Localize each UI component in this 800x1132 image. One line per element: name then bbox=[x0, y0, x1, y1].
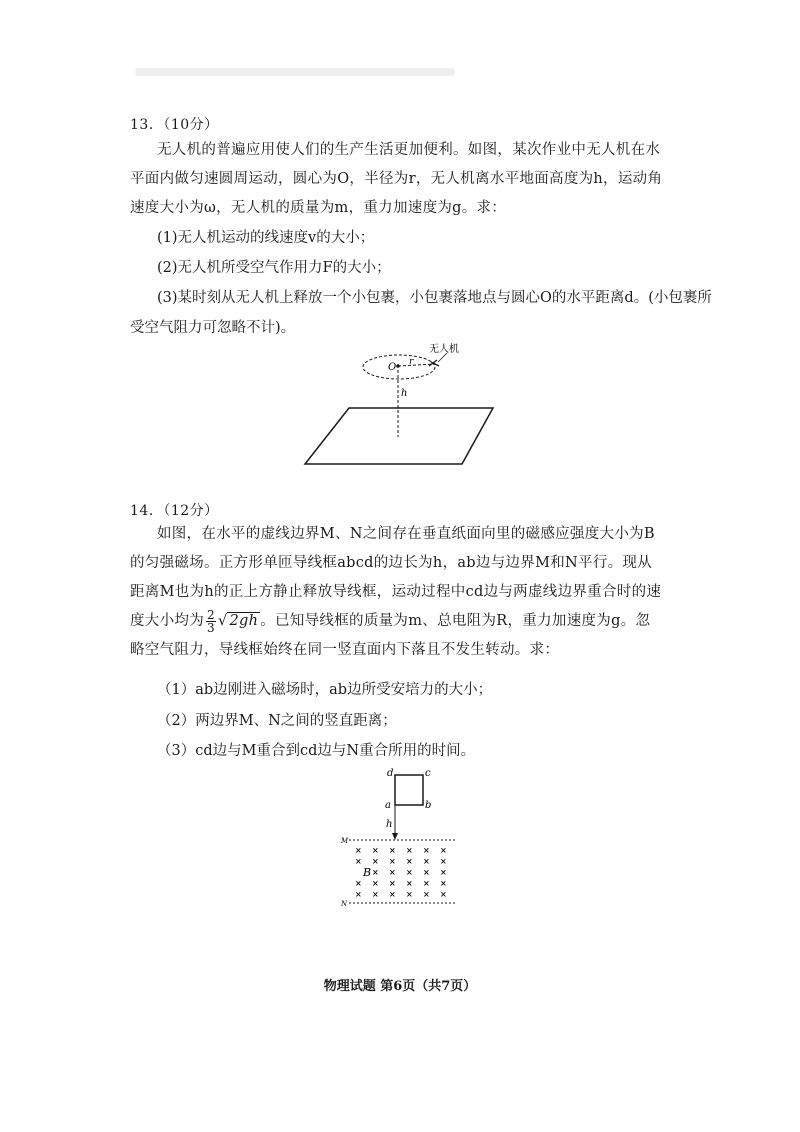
scan-smudge bbox=[135, 68, 455, 76]
q14-intro-b: 。已知导线框的质量为m、总电阻为R，重力加速度为g。忽略空气阻力，导线框始终在同一竖直面内下落且不发生转动。求： bbox=[130, 613, 651, 658]
height-label: h bbox=[401, 388, 408, 399]
field-cross: × bbox=[372, 878, 379, 888]
field-cross: × bbox=[355, 856, 362, 866]
field-cross: × bbox=[440, 867, 447, 877]
field-cross: × bbox=[355, 889, 362, 899]
boundary-m-label: M bbox=[341, 837, 349, 845]
q14-item-2: （2）两边界M、N之间的竖直距离； bbox=[157, 713, 397, 729]
field-cross: × bbox=[406, 867, 413, 877]
field-cross: × bbox=[423, 878, 430, 888]
field-cross: × bbox=[372, 889, 379, 899]
q14-intro bbox=[130, 520, 665, 665]
page-footer: 物理试题 第6页（共7页） bbox=[323, 979, 477, 994]
q14-header: 14．（12分） bbox=[130, 503, 219, 519]
q13-item-3: (3)某时刻从无人机上释放一个小包裹，小包裹落地点与圆心O的水平距离d。(小包裹所 bbox=[157, 290, 712, 306]
field-cross: × bbox=[440, 878, 447, 888]
corner-c: c bbox=[425, 768, 431, 779]
q14-item-3: （3）cd边与M重合到cd边与N重合所用的时间。 bbox=[157, 743, 476, 759]
fraction-numerator: 2 bbox=[207, 607, 215, 622]
field-cross: × bbox=[389, 867, 396, 877]
radius-label: r bbox=[409, 357, 414, 367]
drone-label: 无人机 bbox=[429, 344, 459, 355]
corner-d: d bbox=[387, 768, 394, 779]
q14-sqrt: √ 2gh bbox=[217, 613, 259, 629]
field-cross: × bbox=[440, 889, 447, 899]
q14-intro-a: 如图，在水平的虚线边界M、N之间存在垂直纸面向里的磁感应强度大小为B的匀强磁场。正方形单匝导线框abcd的边长为h，ab边与边界M和N平行。现从距离M也为h的正上方静止释放导线框，运动过程中cd边与两虚线边界重合时的速度大小均为 bbox=[130, 526, 662, 629]
q14-item-1: （1）ab边刚进入磁场时，ab边所受安培力的大小； bbox=[157, 682, 493, 698]
field-cross: × bbox=[372, 856, 379, 866]
corner-a: a bbox=[385, 800, 391, 811]
field-cross: × bbox=[406, 856, 413, 866]
field-cross: × bbox=[423, 856, 430, 866]
boundary-n-label: N bbox=[341, 900, 348, 908]
q13-header: 13．（10分） bbox=[130, 117, 219, 133]
sqrt-radicand: 2gh bbox=[229, 613, 259, 629]
field-cross: × bbox=[389, 878, 396, 888]
q13-item-2: (2)无人机所受空气作用力F的大小； bbox=[157, 260, 391, 276]
field-cross: × bbox=[355, 845, 362, 855]
field-cross: × bbox=[389, 856, 396, 866]
q13-intro: 无人机的普遍应用使人们的生产生活更加便利。如图，某次作业中无人机在水平面内做匀速圆周运动，圆心为O，半径为r，无人机离水平地面高度为h，运动角速度大小为ω，无人机的质量为m，重力加速度为g。求： bbox=[130, 142, 663, 216]
field-cross: × bbox=[440, 845, 447, 855]
field-cross: × bbox=[423, 867, 430, 877]
field-cross: × bbox=[423, 845, 430, 855]
field-cross: × bbox=[372, 845, 379, 855]
q13-item-1: (1)无人机运动的线速度v的大小； bbox=[157, 230, 375, 246]
corner-b: b bbox=[425, 800, 432, 811]
field-cross: × bbox=[440, 856, 447, 866]
field-cross: × bbox=[372, 867, 379, 877]
field-label: B bbox=[363, 866, 372, 879]
field-cross: × bbox=[389, 845, 396, 855]
field-cross: × bbox=[406, 878, 413, 888]
q14-fraction bbox=[206, 609, 216, 634]
q13-item-3-cont: 受空气阻力可忽略不计)。 bbox=[130, 320, 296, 336]
field-cross: × bbox=[355, 878, 362, 888]
square-frame bbox=[395, 775, 423, 805]
field-cross: × bbox=[406, 889, 413, 899]
field-cross: × bbox=[406, 845, 413, 855]
fraction-denominator: 3 bbox=[207, 620, 215, 635]
field-cross: × bbox=[389, 889, 396, 899]
height-arrow-head bbox=[392, 833, 398, 840]
drone-figure bbox=[295, 340, 510, 470]
frame-figure bbox=[335, 765, 465, 910]
ground-plane bbox=[305, 408, 493, 464]
center-label: O bbox=[388, 362, 397, 373]
field-cross: × bbox=[423, 889, 430, 899]
height-label: h bbox=[386, 819, 393, 830]
